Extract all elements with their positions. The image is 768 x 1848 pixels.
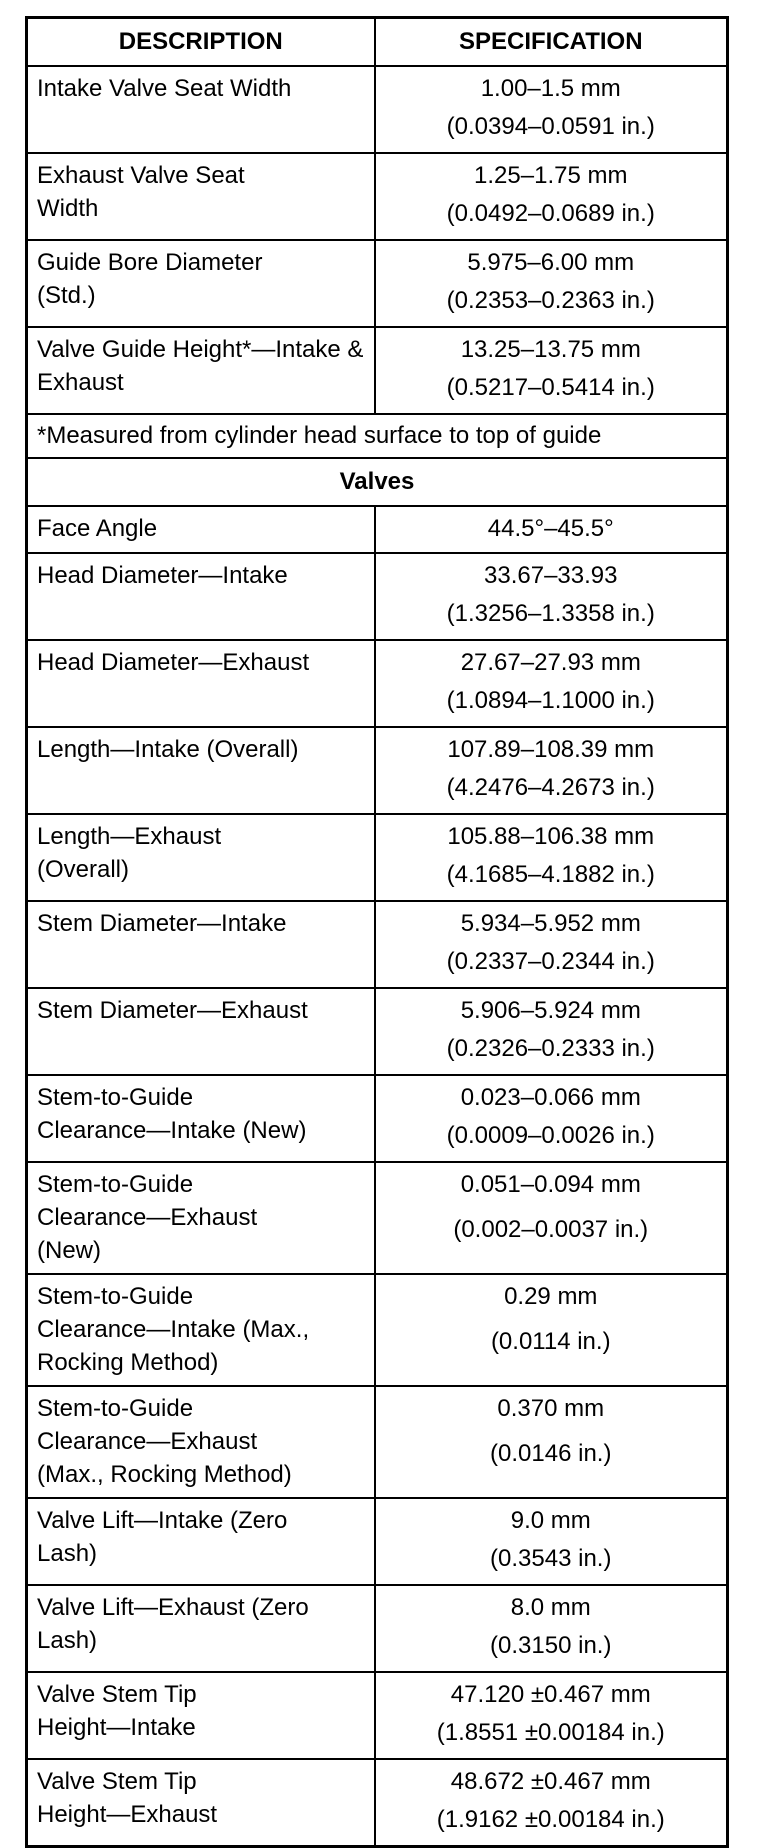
row-specification <box>375 1672 728 1759</box>
spec-imperial: (0.3150 in.) <box>490 1632 612 1659</box>
table-row <box>27 66 728 153</box>
general-rows <box>27 66 728 414</box>
spec-metric: 5.934–5.952 mm <box>460 910 641 937</box>
row-description: Intake Valve Seat Width <box>27 66 375 153</box>
spec-metric: 1.00–1.5 mm <box>480 75 621 102</box>
table-row <box>27 553 728 640</box>
spec-imperial: (1.3256–1.3358 in.) <box>446 600 655 627</box>
spec-metric: 48.672 ±0.467 mm <box>450 1768 651 1795</box>
row-specification <box>375 814 728 901</box>
row-description: Stem-to-Guide Clearance—Intake (Max., Rocking Method) <box>27 1274 375 1386</box>
table-row <box>27 988 728 1075</box>
spec-metric: 27.67–27.93 mm <box>460 649 641 676</box>
row-description: Head Diameter—Exhaust <box>27 640 375 727</box>
footnote: *Measured from cylinder head surface to top of guide <box>27 414 728 458</box>
table-row <box>27 327 728 414</box>
table-row <box>27 1672 728 1759</box>
row-specification <box>375 727 728 814</box>
row-description: Valve Stem Tip Height—Exhaust <box>27 1759 375 1847</box>
row-description: Stem Diameter—Intake <box>27 901 375 988</box>
spec-imperial: (0.0009–0.0026 in.) <box>446 1122 655 1149</box>
header-row <box>27 18 728 67</box>
row-specification <box>375 1075 728 1162</box>
row-specification <box>375 988 728 1075</box>
table-row <box>27 1498 728 1585</box>
row-description: Face Angle <box>27 506 375 553</box>
row-description: Head Diameter—Intake <box>27 553 375 640</box>
spec-imperial: (0.5217–0.5414 in.) <box>446 374 655 401</box>
spec-imperial: (0.0146 in.) <box>490 1440 612 1467</box>
row-specification <box>375 1759 728 1847</box>
row-description: Stem Diameter—Exhaust <box>27 988 375 1075</box>
spec-imperial: (0.2326–0.2333 in.) <box>446 1035 655 1062</box>
spec-imperial: (0.0114 in.) <box>490 1328 611 1355</box>
row-description: Stem-to-Guide Clearance—Intake (New) <box>27 1075 375 1162</box>
table-row <box>27 1162 728 1274</box>
spec-imperial: (0.2337–0.2344 in.) <box>446 948 655 975</box>
spec-metric: 0.29 mm <box>504 1283 598 1310</box>
row-specification <box>375 640 728 727</box>
spec-metric: 107.89–108.39 mm <box>447 736 655 763</box>
row-specification <box>375 66 728 153</box>
section-row <box>27 458 728 506</box>
row-specification <box>375 240 728 327</box>
spec-imperial: (0.2353–0.2363 in.) <box>446 287 655 314</box>
spec-metric: 5.975–6.00 mm <box>467 249 635 276</box>
spec-metric: 5.906–5.924 mm <box>460 997 641 1024</box>
row-description: Guide Bore Diameter (Std.) <box>27 240 375 327</box>
table-row <box>27 901 728 988</box>
footnote-row <box>27 414 728 458</box>
row-description: Length—Exhaust (Overall) <box>27 814 375 901</box>
spec-metric: 9.0 mm <box>510 1507 591 1534</box>
spec-table <box>25 16 729 1848</box>
spec-imperial: (4.1685–4.1882 in.) <box>446 861 655 888</box>
row-description: Stem-to-Guide Clearance—Exhaust (Max., Rocking Method) <box>27 1386 375 1498</box>
table-row <box>27 240 728 327</box>
spec-metric: 0.051–0.094 mm <box>460 1171 641 1198</box>
spec-metric: 0.370 mm <box>497 1395 605 1422</box>
valve-rows <box>27 506 728 1847</box>
spec-metric: 47.120 ±0.467 mm <box>450 1681 651 1708</box>
spec-metric: 1.25–1.75 mm <box>474 162 628 189</box>
section-title-valves: Valves <box>27 458 728 506</box>
row-specification <box>375 1162 728 1274</box>
table-row <box>27 153 728 240</box>
row-specification <box>375 506 728 553</box>
table-row <box>27 506 728 553</box>
spec-metric: 33.67–33.93 <box>484 562 618 589</box>
spec-metric: 0.023–0.066 mm <box>460 1084 641 1111</box>
spec-imperial: (0.002–0.0037 in.) <box>453 1216 649 1243</box>
spec-metric: 13.25–13.75 mm <box>460 336 641 363</box>
row-specification <box>375 1274 728 1386</box>
row-description: Exhaust Valve Seat Width <box>27 153 375 240</box>
table-row <box>27 727 728 814</box>
header-specification: SPECIFICATION <box>375 18 728 67</box>
table-row <box>27 1274 728 1386</box>
row-specification <box>375 1386 728 1498</box>
spec-metric: 44.5°–45.5° <box>487 515 614 542</box>
row-description: Valve Stem Tip Height—Intake <box>27 1672 375 1759</box>
row-description: Length—Intake (Overall) <box>27 727 375 814</box>
spec-metric: 105.88–106.38 mm <box>447 823 655 850</box>
spec-metric: 8.0 mm <box>510 1594 591 1621</box>
row-specification <box>375 1585 728 1672</box>
row-specification <box>375 901 728 988</box>
row-description: Valve Guide Height*—Intake & Exhaust <box>27 327 375 414</box>
row-specification <box>375 1498 728 1585</box>
row-specification <box>375 327 728 414</box>
header-description: DESCRIPTION <box>27 18 375 67</box>
spec-imperial: (0.0492–0.0689 in.) <box>446 200 655 227</box>
table-row <box>27 640 728 727</box>
spec-imperial: (0.3543 in.) <box>490 1545 612 1572</box>
spec-imperial: (0.0394–0.0591 in.) <box>446 113 655 140</box>
table-row <box>27 814 728 901</box>
table-row <box>27 1759 728 1847</box>
row-description: Valve Lift—Exhaust (Zero Lash) <box>27 1585 375 1672</box>
row-specification <box>375 553 728 640</box>
row-specification <box>375 153 728 240</box>
table-row <box>27 1075 728 1162</box>
row-description: Stem-to-Guide Clearance—Exhaust (New) <box>27 1162 375 1274</box>
spec-imperial: (4.2476–4.2673 in.) <box>446 774 655 801</box>
table-row <box>27 1585 728 1672</box>
row-description: Valve Lift—Intake (Zero Lash) <box>27 1498 375 1585</box>
table-row <box>27 1386 728 1498</box>
spec-imperial: (1.9162 ±0.00184 in.) <box>436 1806 665 1833</box>
spec-imperial: (1.8551 ±0.00184 in.) <box>436 1719 665 1746</box>
spec-imperial: (1.0894–1.1000 in.) <box>446 687 655 714</box>
